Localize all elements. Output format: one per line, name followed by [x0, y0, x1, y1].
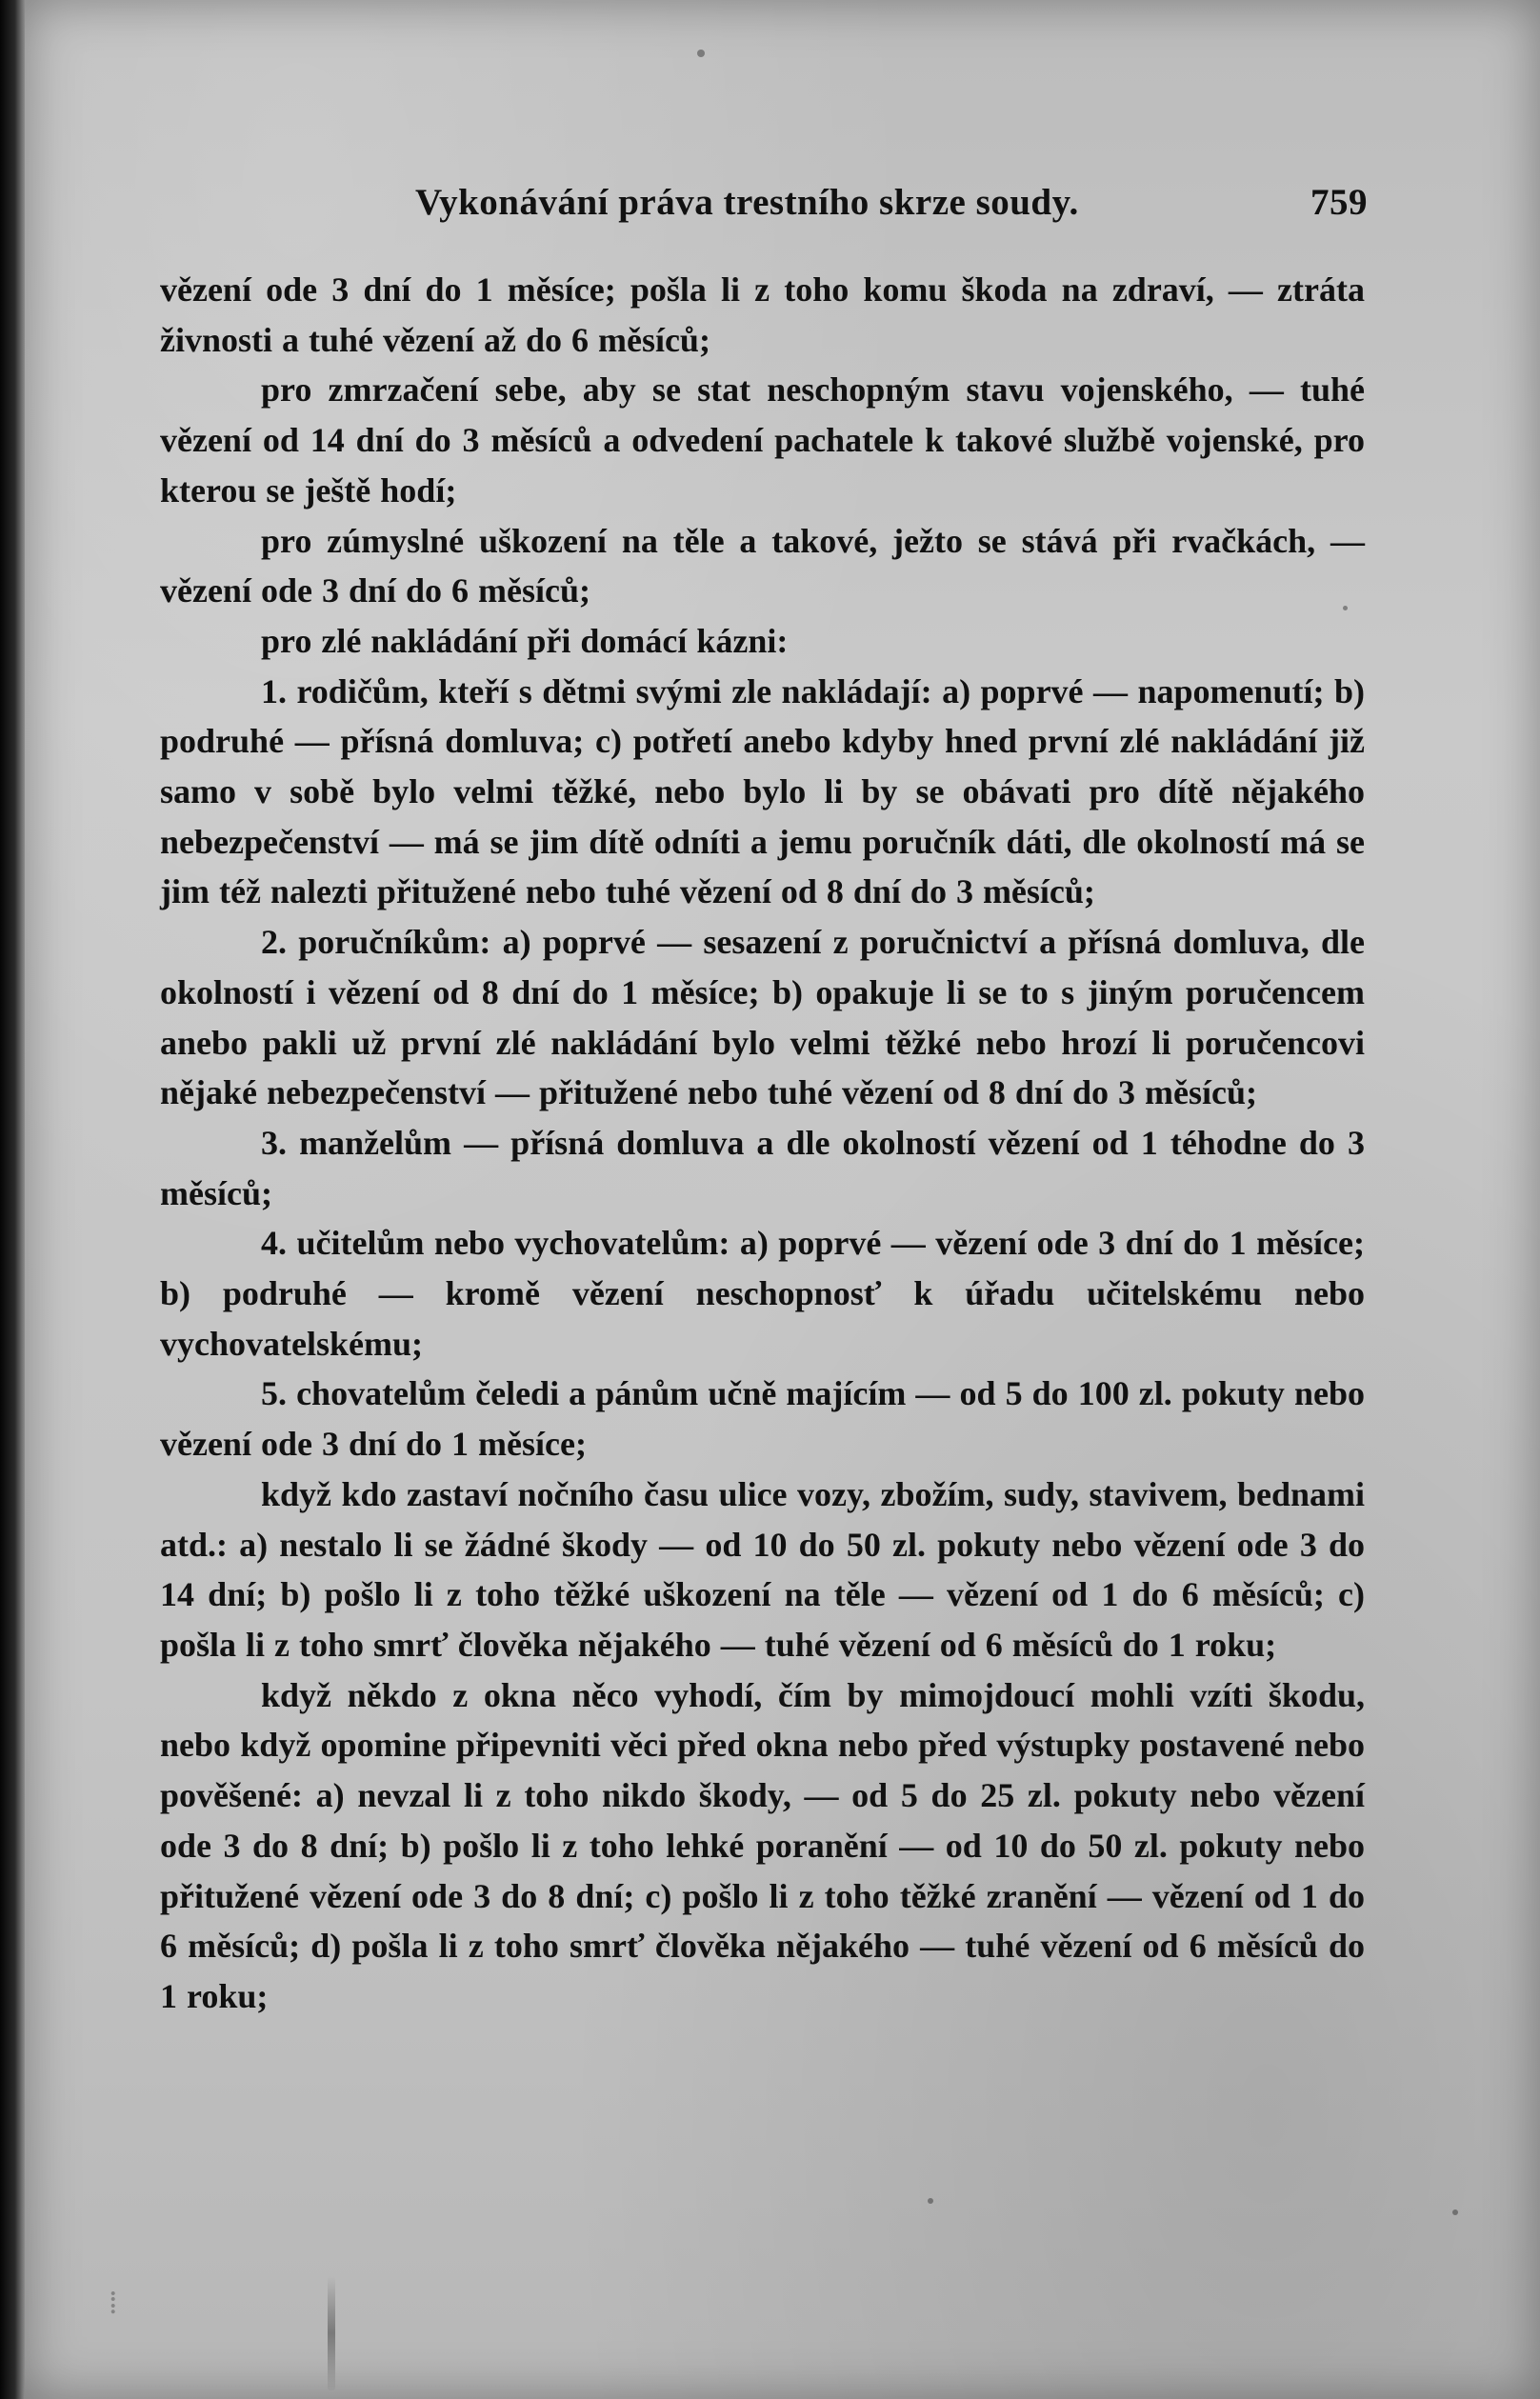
margin-mark-icon: ⁞ [109, 2286, 118, 2321]
paragraph-self-mutilation: pro zmrzačení sebe, aby se stat neschopným stavu vojenského, — tuhé vězení od 14 dní do 3 měsíců a odvedení pachatele k takové službě vojenské, pro kterou se ještě hodí; [160, 370, 1365, 510]
running-header [415, 181, 1368, 230]
paragraph-bodily-harm: pro zúmyslné uškození na těle a takové, ježto se stává při rvačkách, — vězení ode 3 dní do 6 měsíců; [160, 521, 1365, 610]
binding-shadow [0, 0, 25, 2399]
scratch-mark-icon [328, 2276, 335, 2390]
paragraph-parents: 1. rodičům, kteří s dětmi svými zle nakládají: a) poprvé — napomenutí; b) podruhé — přísná domluva; c) potřetí anebo kdyby hned první zlé nakládání již samo v sobě bylo velmi těžké, nebo bylo li by se obávati pro dítě nějakého nebezpečenství — má se jim dítě odníti a jemu poručník dáti, dle okolností má se jim též nalezti přitužené nebo tuhé vězení od 8 dní do 3 měsíců; [160, 671, 1365, 911]
paragraph-continuation: vězení ode 3 dní do 1 měsíce; pošla li z toho komu škoda na zdraví, — ztráta živnosti a tuhé vězení až do 6 měsíců; [160, 270, 1365, 359]
scanned-page [25, 0, 1540, 2399]
paragraph-street-obstruction: když kdo zastaví nočního času ulice vozy, zbožím, sudy, stavivem, bednami atd.: a) nestalo li se žádné škody — od 10 do 50 zl. pokuty nebo vězení ode 3 do 14 dní; b) pošlo li z toho těžké uškození na těle — vězení od 1 do 6 měsíců; c) pošla li z toho smrť člověka nějakého — tuhé vězení od 6 měsíců do 1 roku; [160, 1474, 1365, 1664]
paragraph-guardians: 2. poručníkům: a) poprvé — sesazení z poručnictví a přísná domluva, dle okolností i vězení od 8 dní do 1 měsíce; b) opakuje li se to s jiným poručencem anebo pakli už první zlé nakládání bylo velmi těžké nebo hrozí li poručencovi nějaké nebezpečenství — přitužené nebo tuhé vězení od 8 dní do 3 měsíců; [160, 923, 1365, 1112]
paragraph-teachers: 4. učitelům nebo vychovatelům: a) poprvé — vězení ode 3 dní do 1 měsíce; b) podruhé — kromě vězení neschopnosť k úřadu učitelskému nebo vychovatelskému; [160, 1224, 1365, 1363]
page-number: 759 [1310, 182, 1368, 223]
paragraph-domestic-discipline: pro zlé nakládání při domácí kázni: [261, 621, 789, 660]
speck-icon [1343, 606, 1348, 610]
paragraph-spouses: 3. manželům — přísná domluva a dle okolností vězení od 1 téhodne do 3 měsíců; [160, 1123, 1365, 1212]
body-text [160, 265, 1365, 2022]
paragraph-employers: 5. chovatelům čeledi a pánům učně majícím — od 5 do 100 zl. pokuty nebo vězení ode 3 dní do 1 měsíce; [160, 1374, 1365, 1464]
speck-icon [1452, 2209, 1458, 2215]
paragraph-window-objects: když někdo z okna něco vyhodí, čím by mimojdoucí mohli vzíti škodu, nebo když opomine připevniti věci před okna nebo před výstupky postavené nebo pověšené: a) nevzal li z toho nikdo škody, — od 5 do 25 zl. pokuty nebo vězení ode 3 do 8 dní; b) pošlo li z toho lehké poranění — od 10 do 50 zl. pokuty nebo přitužené vězení ode 3 do 8 dní; c) pošlo li z toho těžké zranění — vězení od 1 do 6 měsíců; d) pošla li z toho smrť člověka nějakého — tuhé vězení od 6 měsíců do 1 roku; [160, 1675, 1365, 2015]
speck-icon [928, 2198, 933, 2204]
page-header-title: Vykonávání práva trestního skrze soudy. [415, 182, 1079, 223]
speck-icon [697, 50, 705, 57]
